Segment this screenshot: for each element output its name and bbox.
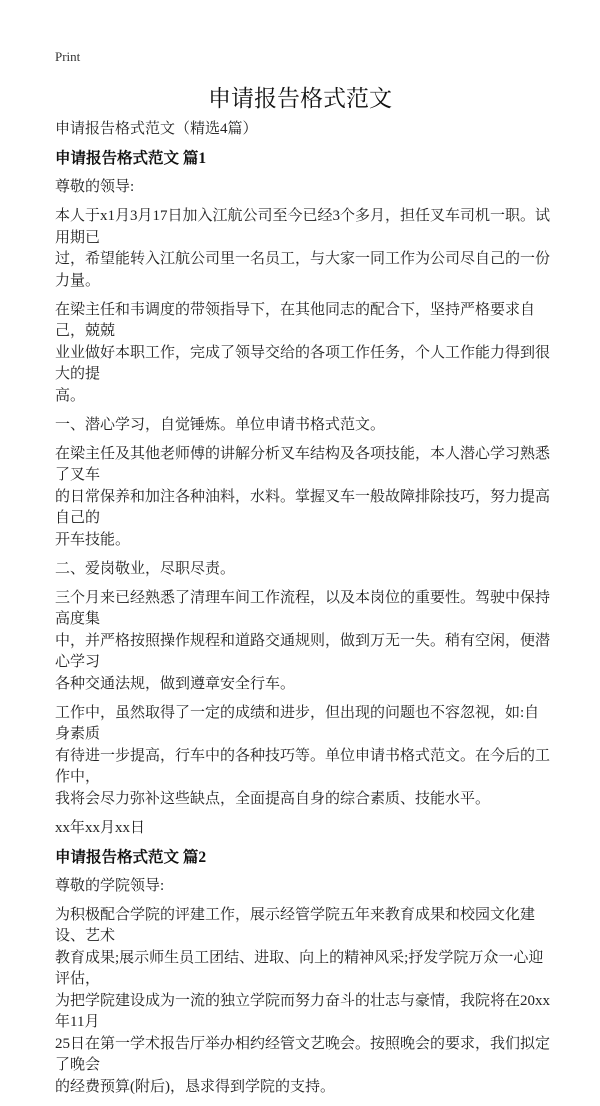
text-line: 在梁主任和韦调度的带领指导下，在其他同志的配合下，坚持严格要求自己，兢兢 [55,301,536,339]
paragraph [55,415,550,437]
text-line: 有待进一步提高，行车中的各种技巧等。单位申请书格式范文。在今后的工作中， [55,747,551,785]
paragraph [55,300,550,408]
text-line: 高。 [55,387,86,404]
text-line: 为积极配合学院的评建工作，展示经管学院五年来教育成果和校园文化建设、艺术 [55,906,536,944]
section1-paragraphs [55,206,550,839]
document-title: 申请报告格式范文 [208,86,392,111]
paragraph [55,703,550,811]
text-line: 业业做好本职工作，完成了领导交给的各项工作任务，个人工作能力得到很大的提 [55,344,551,382]
section2-paragraphs [55,905,550,1099]
text-line: 二、爱岗敬业，尽职尽责。 [55,560,236,577]
text-line: 的经费预算(附后)，恳求得到学院的支持。 [55,1078,335,1095]
text-line: 各种交通法规，做到遵章安全行车。 [55,675,296,692]
text-line: 工作中，虽然取得了一定的成绩和进步，但出现的问题也不容忽视，如:自身素质 [55,704,540,742]
paragraph [55,818,550,840]
greeting: 尊敬的领导: [55,179,135,195]
text-line: xx年xx月xx日 [55,819,146,836]
text-line: 的日常保养和加注各种油料，水料。掌握叉车一般故障排除技巧，努力提高自己的 [55,488,551,526]
paragraph [55,559,550,581]
text-line: 本人于x1月3月17日加入江航公司至今已经3个多月，担任叉车司机一职。试用期已 [55,208,551,246]
section-heading: 申请报告格式范文 篇1 [55,150,207,167]
text-line: 在梁主任及其他老师傅的讲解分析叉车结构及各项技能，本人潜心学习熟悉了叉车 [55,445,551,483]
text-line: 一、潜心学习，自觉锤炼。单位申请书格式范文。 [55,416,386,433]
text-line: 过，希望能转入江航公司里一名员工，与大家一同工作为公司尽自己的一份力量。 [55,251,551,289]
document-subtitle: 申请报告格式范文（精选4篇） [55,121,258,137]
text-line: 我将会尽力弥补这些缺点，全面提高自身的综合素质、技能水平。 [55,790,491,807]
text-line: 教育成果;展示师生员工团结、进取、向上的精神风采;抒发学院万众一心迎评估， [55,949,544,987]
section-heading: 申请报告格式范文 篇2 [55,848,207,866]
text-line: 25日在第一学术报告厅举办相约经管文艺晚会。按照晚会的要求，我们拟定了晚会 [55,1035,551,1073]
paragraph [55,206,550,292]
text-line: 为把学院建设成为一流的独立学院而努力奋斗的壮志与豪情，我院将在20xx年11月 [55,992,551,1030]
text-line: 三个月来已经熟悉了清理车间工作流程，以及本岗位的重要性。驾驶中保持高度集 [55,589,551,627]
greeting: 尊敬的学院领导: [55,877,165,894]
text-line: 开车技能。 [55,531,131,548]
paragraph [55,444,550,552]
print-link[interactable]: Print [55,49,81,64]
paragraph [55,588,550,696]
document-body [55,119,550,1106]
text-line: 中，并严格按照操作规程和道路交通规则，做到万无一失。稍有空闲，便潜心学习 [55,632,551,670]
paragraph [55,905,550,1099]
